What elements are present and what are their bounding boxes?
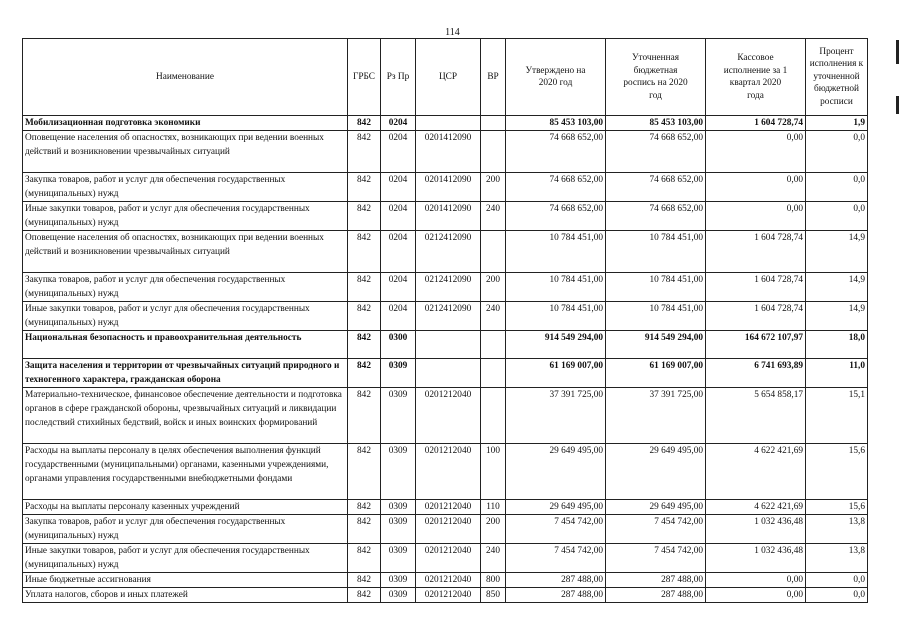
table-row (23, 515, 868, 544)
cell-refined: 29 649 495,00 (606, 444, 706, 500)
cell-vr (481, 331, 506, 359)
header-cash: Кассовое исполнение за 1 квартал 2020 года (706, 39, 806, 116)
cell-percent: 15,6 (806, 500, 868, 515)
cell-refined: 7 454 742,00 (606, 544, 706, 573)
cell-approved: 914 549 294,00 (506, 331, 606, 359)
cell-name: Материально-техническое, финансовое обеспечение деятельности и подготовка органов в сфере гражданской обороны, чрезвычайных ситуаций и ликвидации последствий стихийных бедствий, войск и иных воинских формирований (23, 388, 348, 444)
cell-name: Закупка товаров, работ и услуг для обеспечения государственных (муниципальных) нужд (23, 273, 348, 302)
cell-cash: 6 741 693,89 (706, 359, 806, 388)
cell-cash: 0,00 (706, 173, 806, 202)
cell-rzpr: 0309 (381, 573, 416, 588)
cell-approved: 74 668 652,00 (506, 131, 606, 173)
cell-csr (416, 116, 481, 131)
cell-percent: 14,9 (806, 302, 868, 331)
cell-rzpr: 0309 (381, 359, 416, 388)
header-name: Наименование (23, 39, 348, 116)
table-row (23, 273, 868, 302)
cell-grbs: 842 (348, 588, 381, 603)
cell-name: Оповещение населения об опасностях, возникающих при ведении военных действий и возникновении чрезвычайных ситуаций (23, 231, 348, 273)
cell-vr: 100 (481, 444, 506, 500)
cell-rzpr: 0309 (381, 515, 416, 544)
cell-cash: 1 032 436,48 (706, 515, 806, 544)
table-row (23, 588, 868, 603)
cell-cash: 1 604 728,74 (706, 231, 806, 273)
cell-name: Иные закупки товаров, работ и услуг для обеспечения государственных (муниципальных) нужд (23, 544, 348, 573)
cell-vr: 200 (481, 273, 506, 302)
cell-grbs: 842 (348, 500, 381, 515)
cell-csr (416, 331, 481, 359)
cell-name: Иные бюджетные ассигнования (23, 573, 348, 588)
table-row (23, 302, 868, 331)
cell-refined: 74 668 652,00 (606, 131, 706, 173)
cell-approved: 74 668 652,00 (506, 202, 606, 231)
cell-cash: 1 604 728,74 (706, 302, 806, 331)
cell-grbs: 842 (348, 544, 381, 573)
cell-csr: 0201212040 (416, 515, 481, 544)
cell-refined: 287 488,00 (606, 588, 706, 603)
cell-refined: 85 453 103,00 (606, 116, 706, 131)
cell-vr: 850 (481, 588, 506, 603)
cell-percent: 0,0 (806, 131, 868, 173)
cell-rzpr: 0204 (381, 131, 416, 173)
table-row (23, 544, 868, 573)
cell-cash: 0,00 (706, 131, 806, 173)
cell-name: Национальная безопасность и правоохранительная деятельность (23, 331, 348, 359)
cell-refined: 74 668 652,00 (606, 173, 706, 202)
cell-name: Мобилизационная подготовка экономики (23, 116, 348, 131)
cell-name: Расходы на выплаты персоналу казенных учреждений (23, 500, 348, 515)
cell-name: Расходы на выплаты персоналу в целях обеспечения выполнения функций государственными (муниципальными) органами, казенными учреждениями, органами управления государственными внебюджетными фондами (23, 444, 348, 500)
cell-rzpr: 0204 (381, 302, 416, 331)
cell-name: Закупка товаров, работ и услуг для обеспечения государственных (муниципальных) нужд (23, 173, 348, 202)
cell-approved: 10 784 451,00 (506, 302, 606, 331)
cell-rzpr: 0204 (381, 231, 416, 273)
cell-vr (481, 131, 506, 173)
cell-refined: 37 391 725,00 (606, 388, 706, 444)
cell-approved: 61 169 007,00 (506, 359, 606, 388)
cell-percent: 0,0 (806, 173, 868, 202)
cell-grbs: 842 (348, 359, 381, 388)
cell-grbs: 842 (348, 131, 381, 173)
cell-refined: 61 169 007,00 (606, 359, 706, 388)
cell-cash: 4 622 421,69 (706, 500, 806, 515)
cell-rzpr: 0309 (381, 388, 416, 444)
cell-percent: 18,0 (806, 331, 868, 359)
cell-percent: 14,9 (806, 273, 868, 302)
cell-percent: 15,1 (806, 388, 868, 444)
cell-grbs: 842 (348, 173, 381, 202)
cell-percent: 14,9 (806, 231, 868, 273)
table-row (23, 202, 868, 231)
cell-rzpr: 0204 (381, 173, 416, 202)
cell-approved: 29 649 495,00 (506, 500, 606, 515)
cell-grbs: 842 (348, 302, 381, 331)
cell-csr: 0201412090 (416, 131, 481, 173)
cell-vr (481, 231, 506, 273)
header-approved: Утверждено на 2020 год (506, 39, 606, 116)
cell-rzpr: 0309 (381, 444, 416, 500)
cell-percent: 1,9 (806, 116, 868, 131)
table-body (23, 116, 868, 603)
table-row (23, 359, 868, 388)
cell-approved: 7 454 742,00 (506, 515, 606, 544)
cell-grbs: 842 (348, 231, 381, 273)
table-row (23, 231, 868, 273)
cell-cash: 1 604 728,74 (706, 273, 806, 302)
cell-vr: 240 (481, 202, 506, 231)
cell-cash: 0,00 (706, 202, 806, 231)
cell-name: Уплата налогов, сборов и иных платежей (23, 588, 348, 603)
cell-cash: 1 604 728,74 (706, 116, 806, 131)
cell-refined: 29 649 495,00 (606, 500, 706, 515)
margin-mark (896, 96, 899, 114)
cell-name: Иные закупки товаров, работ и услуг для обеспечения государственных (муниципальных) нужд (23, 302, 348, 331)
table-row (23, 173, 868, 202)
cell-name: Иные закупки товаров, работ и услуг для обеспечения государственных (муниципальных) нужд (23, 202, 348, 231)
cell-rzpr: 0300 (381, 331, 416, 359)
cell-vr: 200 (481, 173, 506, 202)
cell-cash: 1 032 436,48 (706, 544, 806, 573)
cell-percent: 13,8 (806, 544, 868, 573)
cell-csr: 0201412090 (416, 173, 481, 202)
cell-approved: 10 784 451,00 (506, 273, 606, 302)
table-row (23, 116, 868, 131)
cell-cash: 0,00 (706, 588, 806, 603)
cell-vr (481, 116, 506, 131)
cell-grbs: 842 (348, 444, 381, 500)
table-row (23, 500, 868, 515)
cell-rzpr: 0204 (381, 202, 416, 231)
cell-vr: 240 (481, 544, 506, 573)
cell-vr: 200 (481, 515, 506, 544)
cell-rzpr: 0309 (381, 500, 416, 515)
cell-grbs: 842 (348, 388, 381, 444)
cell-vr: 110 (481, 500, 506, 515)
cell-rzpr: 0204 (381, 116, 416, 131)
cell-refined: 10 784 451,00 (606, 273, 706, 302)
cell-grbs: 842 (348, 573, 381, 588)
table-row (23, 388, 868, 444)
cell-rzpr: 0204 (381, 273, 416, 302)
cell-vr: 800 (481, 573, 506, 588)
cell-approved: 10 784 451,00 (506, 231, 606, 273)
header-percent: Процент исполнения к уточненной бюджетной росписи (806, 39, 868, 116)
cell-csr: 0201212040 (416, 388, 481, 444)
cell-csr: 0201212040 (416, 500, 481, 515)
cell-vr (481, 388, 506, 444)
page-number: 114 (445, 27, 460, 38)
cell-csr: 0212412090 (416, 273, 481, 302)
cell-grbs: 842 (348, 273, 381, 302)
cell-grbs: 842 (348, 515, 381, 544)
cell-refined: 914 549 294,00 (606, 331, 706, 359)
cell-percent: 0,0 (806, 202, 868, 231)
cell-percent: 13,8 (806, 515, 868, 544)
cell-csr (416, 359, 481, 388)
cell-cash: 4 622 421,69 (706, 444, 806, 500)
cell-refined: 10 784 451,00 (606, 302, 706, 331)
table-row (23, 573, 868, 588)
cell-rzpr: 0309 (381, 588, 416, 603)
cell-rzpr: 0309 (381, 544, 416, 573)
cell-approved: 37 391 725,00 (506, 388, 606, 444)
header-csr: ЦСР (416, 39, 481, 116)
cell-refined: 287 488,00 (606, 573, 706, 588)
cell-vr (481, 359, 506, 388)
cell-cash: 5 654 858,17 (706, 388, 806, 444)
cell-name: Защита населения и территории от чрезвычайных ситуаций природного и техногенного характера, гражданская оборона (23, 359, 348, 388)
cell-approved: 85 453 103,00 (506, 116, 606, 131)
cell-name: Оповещение населения об опасностях, возникающих при ведении военных действий и возникновении чрезвычайных ситуаций (23, 131, 348, 173)
cell-grbs: 842 (348, 202, 381, 231)
cell-percent: 0,0 (806, 573, 868, 588)
cell-vr: 240 (481, 302, 506, 331)
cell-grbs: 842 (348, 116, 381, 131)
margin-mark (896, 40, 899, 64)
table-row (23, 444, 868, 500)
cell-csr: 0212412090 (416, 231, 481, 273)
header-refined: Уточненная бюджетная роспись на 2020 год (606, 39, 706, 116)
cell-refined: 7 454 742,00 (606, 515, 706, 544)
cell-csr: 0201212040 (416, 573, 481, 588)
budget-execution-table (22, 38, 868, 603)
cell-csr: 0201212040 (416, 544, 481, 573)
cell-csr: 0201212040 (416, 444, 481, 500)
cell-grbs: 842 (348, 331, 381, 359)
header-rzpr: Рз Пр (381, 39, 416, 116)
cell-csr: 0201212040 (416, 588, 481, 603)
cell-approved: 7 454 742,00 (506, 544, 606, 573)
cell-cash: 0,00 (706, 573, 806, 588)
cell-approved: 29 649 495,00 (506, 444, 606, 500)
cell-csr: 0212412090 (416, 302, 481, 331)
cell-refined: 74 668 652,00 (606, 202, 706, 231)
cell-refined: 10 784 451,00 (606, 231, 706, 273)
header-vr: ВР (481, 39, 506, 116)
cell-name: Закупка товаров, работ и услуг для обеспечения государственных (муниципальных) нужд (23, 515, 348, 544)
table-row (23, 331, 868, 359)
header-grbs: ГРБС (348, 39, 381, 116)
cell-csr: 0201412090 (416, 202, 481, 231)
table-header-row (23, 39, 868, 116)
cell-approved: 287 488,00 (506, 588, 606, 603)
cell-approved: 74 668 652,00 (506, 173, 606, 202)
table-row (23, 131, 868, 173)
cell-approved: 287 488,00 (506, 573, 606, 588)
cell-cash: 164 672 107,97 (706, 331, 806, 359)
cell-percent: 0,0 (806, 588, 868, 603)
cell-percent: 11,0 (806, 359, 868, 388)
cell-percent: 15,6 (806, 444, 868, 500)
